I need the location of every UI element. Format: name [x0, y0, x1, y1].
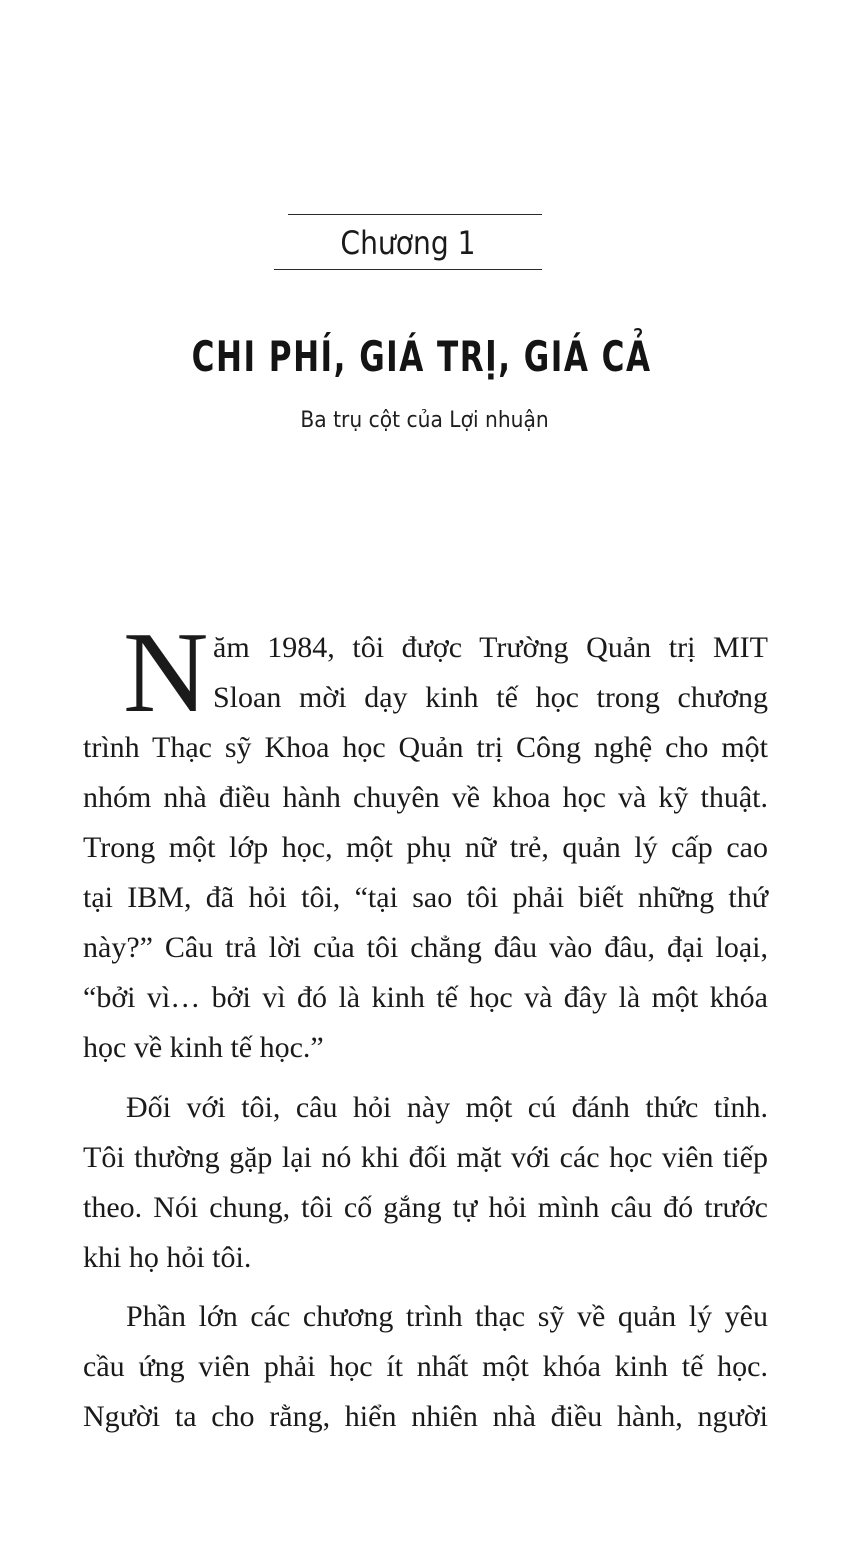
paragraph-1-line-4: nhóm nhà điều hành chuyên về khoa học và kỹ thuật.	[83, 781, 768, 814]
chapter-subtitle: Ba trụ cột của Lợi nhuận	[300, 408, 549, 433]
paragraph-1-line-7: này?” Câu trả lời của tôi chẳng đâu vào đâu, đại loại,	[83, 931, 768, 964]
drop-cap: N	[123, 609, 209, 737]
paragraph-3-line-3: Người ta cho rằng, hiển nhiên nhà điều hành, người	[83, 1400, 768, 1433]
chapter-label: Chương 1	[340, 224, 476, 262]
chapter-heading-block	[274, 214, 542, 272]
paragraph-3-line-2: cầu ứng viên phải học ít nhất một khóa kinh tế học.	[83, 1350, 768, 1383]
paragraph-1-line-8: “bởi vì… bởi vì đó là kinh tế học và đây là một khóa	[83, 981, 768, 1014]
paragraph-2-line-3: theo. Nói chung, tôi cố gắng tự hỏi mình câu đó trước	[83, 1191, 768, 1224]
chapter-top-rule	[288, 214, 542, 215]
paragraph-1-line-1: ăm 1984, tôi được Trường Quản trị MIT	[213, 631, 768, 664]
paragraph-1-line-2: Sloan mời dạy kinh tế học trong chương	[213, 681, 768, 714]
paragraph-1-line-9: học về kinh tế học.”	[83, 1031, 324, 1064]
chapter-bottom-rule	[274, 269, 542, 270]
paragraph-2-line-2: Tôi thường gặp lại nó khi đối mặt với các học viên tiếp	[83, 1141, 768, 1174]
paragraph-3-line-1: Phần lớn các chương trình thạc sỹ về quản lý yêu	[126, 1300, 768, 1333]
paragraph-1-line-6: tại IBM, đã hỏi tôi, “tại sao tôi phải biết những thứ	[83, 881, 768, 914]
chapter-title: CHI PHÍ, GIÁ TRỊ, GIÁ CẢ	[191, 332, 652, 381]
paragraph-1-line-3: trình Thạc sỹ Khoa học Quản trị Công nghệ cho một	[83, 731, 768, 764]
paragraph-2-line-1: Đối với tôi, câu hỏi này một cú đánh thức tỉnh.	[126, 1091, 768, 1124]
paragraph-1-line-5: Trong một lớp học, một phụ nữ trẻ, quản lý cấp cao	[83, 831, 768, 864]
paragraph-2-line-4: khi họ hỏi tôi.	[83, 1241, 252, 1274]
